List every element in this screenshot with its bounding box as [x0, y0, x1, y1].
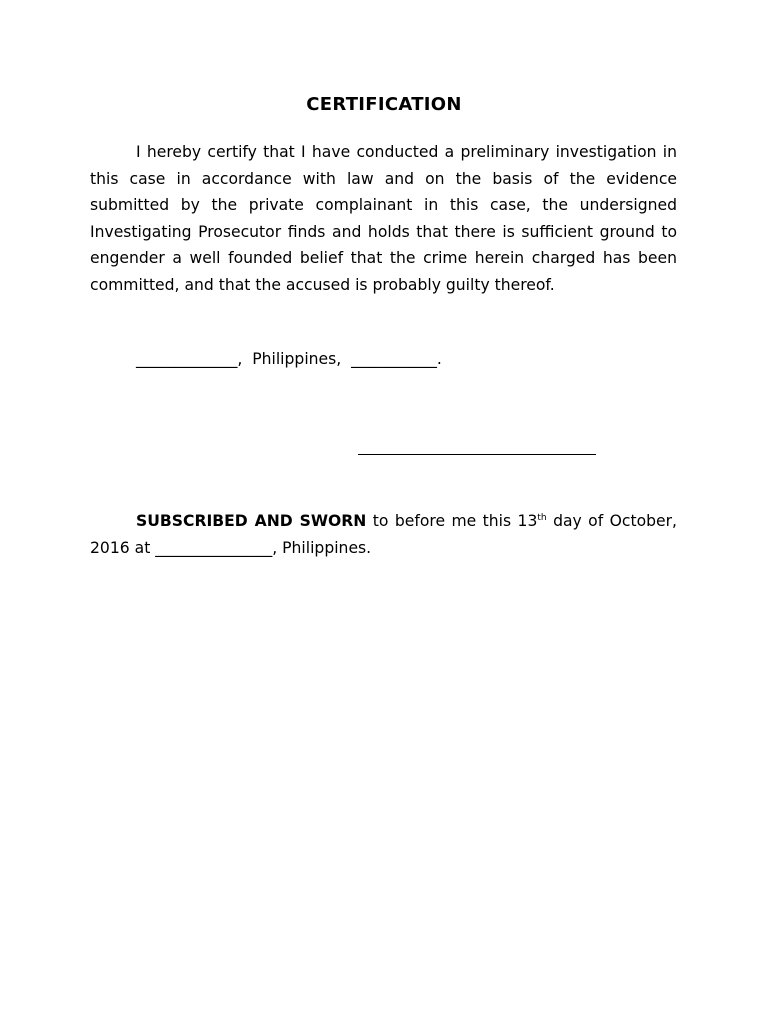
certification-paragraph: I hereby certify that I have conducted a preliminary investigation in this case in accordance with law and on the basis of the evidence submitted by the private complainant in this case, the undersigned Investigating Prosecutor finds and holds that there is sufficient ground to engender a well founded belief that the crime herein charged has been committed, and that the accused is probably guilty thereof.: [90, 143, 677, 294]
signature-line: [358, 454, 596, 455]
date-separator: ,: [336, 350, 352, 368]
jurat-text-after-day: day of October, 2016 at: [90, 512, 677, 557]
jurat-location-blank: _______________: [155, 538, 273, 557]
jurat-day-suffix: th: [537, 512, 547, 523]
jurat-bold-lead: SUBSCRIBED AND SWORN: [136, 512, 367, 530]
place-blank: _____________: [136, 350, 238, 368]
jurat-paragraph: [90, 508, 677, 561]
jurat-text-before-day: to before me this 13: [366, 512, 538, 530]
place-country: Philippines: [252, 350, 337, 368]
document-title: CERTIFICATION: [306, 94, 462, 115]
place-date-line: [136, 346, 442, 373]
place-separator: ,: [237, 350, 253, 368]
place-line-end: .: [436, 350, 442, 368]
jurat-text-end: , Philippines.: [272, 538, 372, 557]
date-blank: ___________: [351, 350, 437, 368]
